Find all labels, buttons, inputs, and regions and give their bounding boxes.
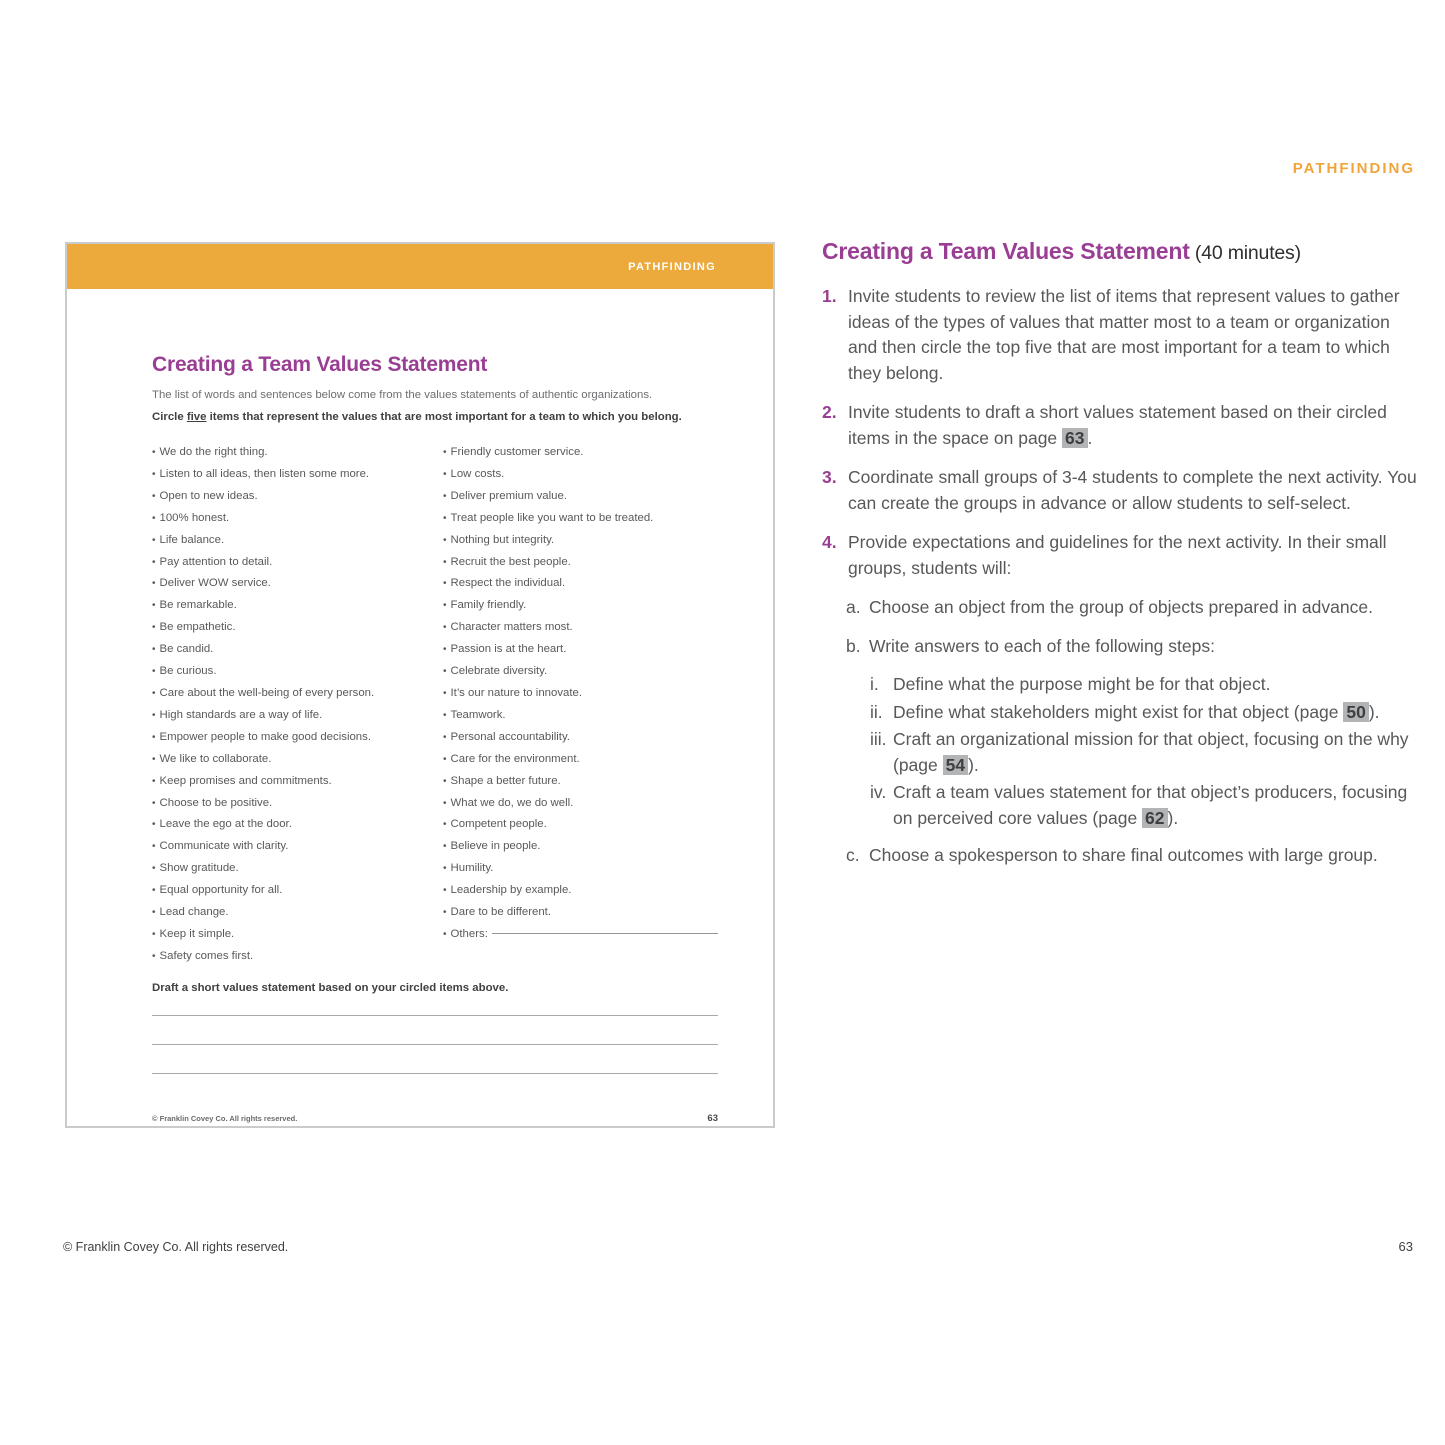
sub-steps bbox=[870, 672, 1422, 831]
write-in-lines bbox=[152, 995, 718, 1074]
activity-step bbox=[846, 634, 1422, 660]
worksheet-content bbox=[67, 289, 773, 1124]
values-list-item: • Be curious. bbox=[152, 661, 443, 683]
activity-step bbox=[822, 400, 1422, 451]
activity-step bbox=[846, 595, 1422, 621]
step-text: Write answers to each of the following steps: bbox=[869, 635, 1215, 656]
activity-step bbox=[822, 465, 1422, 516]
step-marker: iii. bbox=[870, 729, 887, 749]
step-marker: iv. bbox=[870, 782, 887, 802]
page-copyright: © Franklin Covey Co. All rights reserved. bbox=[63, 1240, 289, 1254]
values-list-item: • Family friendly. bbox=[443, 595, 718, 617]
values-list-item: • Keep it simple. bbox=[152, 924, 443, 946]
values-list-item: • Humility. bbox=[443, 858, 718, 880]
step-marker: b. bbox=[846, 635, 861, 656]
values-list-item: • Care for the environment. bbox=[443, 749, 718, 771]
sub-steps bbox=[846, 595, 1422, 869]
values-list-item: • Leave the ego at the door. bbox=[152, 814, 443, 836]
values-list-item: • Character matters most. bbox=[443, 617, 718, 639]
step-marker: 3. bbox=[822, 467, 837, 487]
values-list-item: • Open to new ideas. bbox=[152, 486, 443, 508]
values-list-item: • Nothing but integrity. bbox=[443, 530, 718, 552]
activity-instructions bbox=[822, 238, 1422, 882]
values-list-item: • It’s our nature to innovate. bbox=[443, 683, 718, 705]
page-ref-highlight: 62 bbox=[1142, 808, 1167, 828]
worksheet-banner-label: PATHFINDING bbox=[628, 260, 716, 273]
draft-prompt: Draft a short values statement based on your circled items above. bbox=[152, 981, 509, 994]
instruction-post: items that represent the values that are most important for a team to which you belong. bbox=[206, 411, 682, 423]
values-list-right bbox=[443, 442, 718, 968]
values-list-item: • Keep promises and commitments. bbox=[152, 771, 443, 793]
others-write-in-line bbox=[492, 933, 718, 934]
values-list-item: • Pay attention to detail. bbox=[152, 552, 443, 574]
activity-title: Creating a Team Values Statement bbox=[822, 238, 1190, 264]
values-list-item: • Treat people like you want to be treated. bbox=[443, 508, 718, 530]
values-list-item: • Be candid. bbox=[152, 639, 443, 661]
worksheet-page-number: 63 bbox=[707, 1112, 718, 1124]
step-text: Craft an organizational mission for that object, focusing on the why (page 54 ). bbox=[893, 729, 1409, 775]
step-text: Define what the purpose might be for that object. bbox=[893, 674, 1271, 694]
values-list-item: • Deliver premium value. bbox=[443, 486, 718, 508]
values-list-item: • 100% honest. bbox=[152, 508, 443, 530]
step-text: Define what stakeholders might exist for that object (page 50 ). bbox=[893, 701, 1380, 722]
worksheet-copyright: © Franklin Covey Co. All rights reserved. bbox=[152, 1113, 298, 1123]
values-list-item: • Life balance. bbox=[152, 530, 443, 552]
page-ref-highlight: 63 bbox=[1062, 428, 1087, 448]
values-list-item: • High standards are a way of life. bbox=[152, 705, 443, 727]
values-list-item: • Competent people. bbox=[443, 814, 718, 836]
values-columns bbox=[152, 442, 718, 968]
values-list-item: • Empower people to make good decisions. bbox=[152, 727, 443, 749]
step-marker: 4. bbox=[822, 532, 837, 552]
activity-heading bbox=[822, 238, 1422, 265]
values-list-item: • We like to collaborate. bbox=[152, 749, 443, 771]
activity-steps bbox=[822, 284, 1422, 869]
values-list-item-others bbox=[443, 924, 718, 946]
step-text: Coordinate small groups of 3-4 students to complete the next activity. You can create the groups in advance or allow students to self-select. bbox=[848, 467, 1417, 513]
step-text: Invite students to draft a short values statement based on their circled items in the space on page 63 . bbox=[848, 402, 1387, 448]
values-list-item: • Passion is at the heart. bbox=[443, 639, 718, 661]
worksheet-banner bbox=[67, 244, 773, 289]
write-in-line bbox=[152, 995, 718, 1016]
values-list-item: • Listen to all ideas, then listen some more. bbox=[152, 464, 443, 486]
values-list-item: • Personal accountability. bbox=[443, 727, 718, 749]
activity-step bbox=[846, 843, 1422, 869]
activity-step bbox=[870, 780, 1422, 831]
values-list-item: • Shape a better future. bbox=[443, 771, 718, 793]
step-text: Craft a team values statement for that object’s producers, focusing on perceived core values (page 62 ). bbox=[893, 782, 1408, 828]
values-list-item: • Celebrate diversity. bbox=[443, 661, 718, 683]
values-list-left bbox=[152, 442, 443, 968]
worksheet-instruction bbox=[152, 411, 718, 423]
step-text: Choose a spokesperson to share final outcomes with large group. bbox=[869, 845, 1378, 865]
step-marker: i. bbox=[870, 674, 879, 694]
step-marker: ii. bbox=[870, 701, 883, 722]
step-marker: 2. bbox=[822, 402, 837, 422]
values-list-item: • Dare to be different. bbox=[443, 902, 718, 924]
values-list-item: • Respect the individual. bbox=[443, 573, 718, 595]
activity-step bbox=[822, 284, 1422, 386]
values-list-item: • Low costs. bbox=[443, 464, 718, 486]
values-list-item: • Equal opportunity for all. bbox=[152, 880, 443, 902]
values-list-item: • Be empathetic. bbox=[152, 617, 443, 639]
worksheet-title: Creating a Team Values Statement bbox=[152, 353, 488, 376]
values-list-item: • Care about the well-being of every person. bbox=[152, 683, 443, 705]
activity-step bbox=[870, 727, 1422, 778]
activity-step bbox=[870, 700, 1422, 726]
step-marker: 1. bbox=[822, 286, 837, 306]
step-marker: c. bbox=[846, 845, 860, 865]
activity-step bbox=[822, 530, 1422, 581]
page-ref-highlight: 50 bbox=[1343, 702, 1368, 722]
values-list-item: • Be remarkable. bbox=[152, 595, 443, 617]
activity-step bbox=[870, 672, 1422, 698]
values-list-item: • What we do, we do well. bbox=[443, 793, 718, 815]
values-list-item: • Show gratitude. bbox=[152, 858, 443, 880]
step-text: Invite students to review the list of items that represent values to gather ideas of the types of values that matter most to a team or organization and then circle the top five that are most important for a team to which they belong. bbox=[848, 286, 1400, 383]
values-list-item: • Friendly customer service. bbox=[443, 442, 718, 464]
values-list-item: • Believe in people. bbox=[443, 836, 718, 858]
values-list-item: • Communicate with clarity. bbox=[152, 836, 443, 858]
step-text: Choose an object from the group of objects prepared in advance. bbox=[869, 597, 1373, 617]
activity-duration: (40 minutes) bbox=[1189, 242, 1301, 264]
instruction-underlined-word: five bbox=[186, 411, 207, 423]
values-list-item: • We do the right thing. bbox=[152, 442, 443, 464]
values-list-item: • Safety comes first. bbox=[152, 946, 443, 968]
values-list-item: • Deliver WOW service. bbox=[152, 573, 443, 595]
instruction-pre: Circle bbox=[152, 411, 187, 423]
page-number: 63 bbox=[1398, 1239, 1413, 1254]
values-list-item: • Recruit the best people. bbox=[443, 552, 718, 574]
page-ref-highlight: 54 bbox=[943, 755, 968, 775]
write-in-line bbox=[152, 1045, 718, 1074]
values-list-item: • Choose to be positive. bbox=[152, 793, 443, 815]
embedded-worksheet-page bbox=[65, 242, 775, 1128]
write-in-line bbox=[152, 1016, 718, 1045]
step-text: Provide expectations and guidelines for the next activity. In their small groups, students will: bbox=[848, 532, 1387, 578]
worksheet-intro: The list of words and sentences below come from the values statements of authentic organizations. bbox=[152, 389, 653, 401]
values-list-item: • Teamwork. bbox=[443, 705, 718, 727]
values-list-item: • Lead change. bbox=[152, 902, 443, 924]
section-eyebrow: PATHFINDING bbox=[1292, 160, 1415, 177]
others-label: • Others: bbox=[450, 927, 488, 940]
step-marker: a. bbox=[846, 597, 861, 617]
values-list-item: • Leadership by example. bbox=[443, 880, 718, 902]
worksheet-footer bbox=[152, 1113, 718, 1124]
